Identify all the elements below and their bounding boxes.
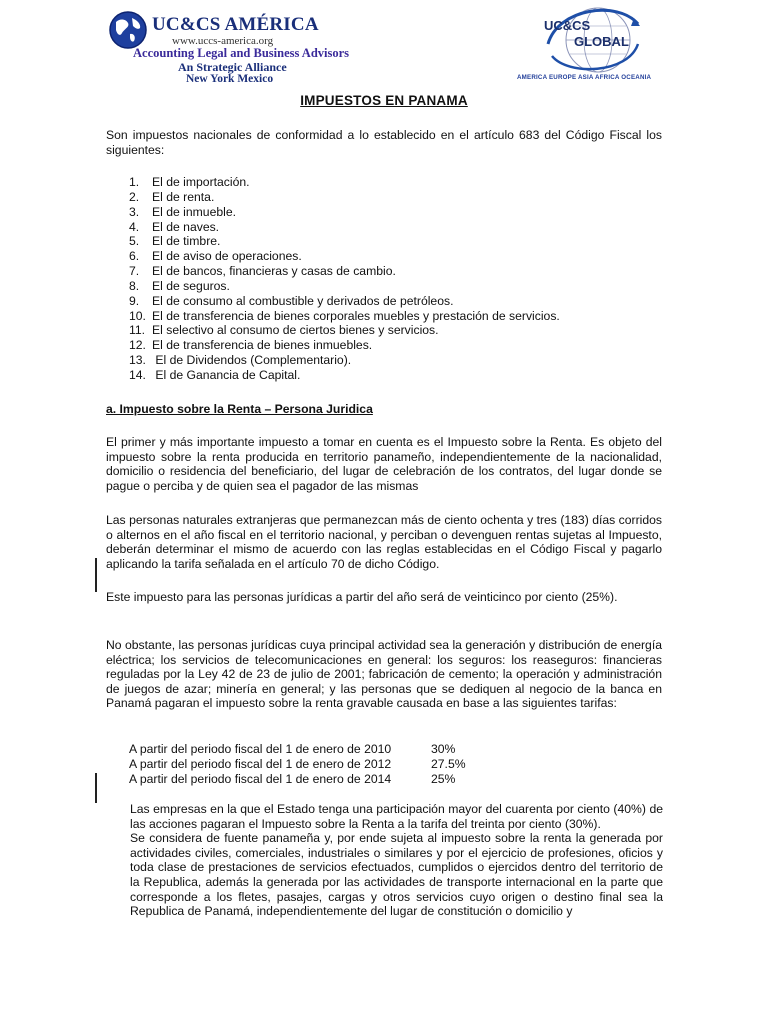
rate-row: A partir del periodo fiscal del 1 de enero de 2010 30% — [129, 742, 456, 756]
global-regions: AMERICA EUROPE ASIA AFRICA OCEANIA — [517, 74, 652, 81]
list-item: 9. El de consumo al combustible y derivados de petróleos. — [129, 293, 454, 308]
tax-rates-table — [129, 742, 466, 786]
rate-row: A partir del periodo fiscal del 1 de enero de 2012 27.5% — [129, 756, 466, 771]
list-item: 13. El de Dividendos (Complementario). — [129, 353, 352, 368]
global-logo-text-1: UC&CS — [544, 18, 591, 33]
list-item: 3. El de inmueble. — [129, 204, 237, 219]
paragraph-3: Este impuesto para las personas jurídicas a partir del año será de veinticinco por ciento (25%). — [106, 590, 618, 604]
uccs-global-logo — [512, 4, 672, 86]
revision-bar — [95, 558, 97, 592]
company-tagline: Accounting Legal and Business Advisors — [133, 46, 350, 60]
section-heading: a. Impuesto sobre la Renta – Persona Juridica — [106, 402, 373, 416]
paragraph-5: Las empresas en la que el Estado tenga una participación mayor del cuarenta por ciento (40%) de las acciones pagaran el Impuesto sobre la Renta a la tarifa del treinta por ciento (30%). Se considera de fuente panameña y, por ende sujeta al impuesto sobre la renta la generada por actividades civiles, comerciales, industriales o similares y por el ejercicio de profesiones, oficios y toda clase de prestaciones de servicios efectuados, cumplidos o ejercidos dentro del territorio de la Republica, además la generada por las actividades de transporte internacional en la parte que corresponde a los fletes, pasajes, cargas y otros servicios cuyo origen o destino final sea la Republica de Panamá, independientemente del lugar de constitución o domicilio y — [130, 802, 663, 919]
list-item: 14. El de Ganancia de Capital. — [129, 367, 301, 382]
company-name: UC&CS AMÉRICA — [152, 14, 319, 35]
paragraph-4: No obstante, las personas jurídicas cuya principal actividad sea la generación y distribución de energía eléctrica; los servicios de telecomunicaciones en general: los seguros: los reaseguros: financieras reguladas por la Ley 42 de 23 de julio de 2001; fabricación de cemento; la operación y administración de juegos de azar; minería en general; y las personas que se dediquen al negocio de la banca en Panamá pagaran el impuesto sobre la renta gravable causada en base a las siguientes tarifas: — [106, 638, 662, 711]
revision-bar — [95, 773, 97, 803]
rate-row: A partir del periodo fiscal del 1 de enero de 2014 25% — [129, 771, 456, 786]
list-item: 2. El de renta. — [129, 189, 215, 204]
company-locations: New York Mexico — [186, 73, 274, 85]
company-url: www.uccs-america.org — [172, 35, 274, 47]
list-item: 12. El de transferencia de bienes inmuebles. — [129, 338, 373, 353]
list-item: 8. El de seguros. — [129, 278, 230, 293]
paragraph-1: El primer y más importante impuesto a tomar en cuenta es el Impuesto sobre la Renta. Es objeto del impuesto sobre la renta producida en territorio panameño, independientemente de la nacionalidad, domicilio o residencia del beneficiario, del lugar de celebración de los contratos, del lugar donde se pague o perciba y de quien sea el pagador de las mismas — [106, 435, 662, 493]
document-title: IMPUESTOS EN PANAMA — [300, 93, 468, 108]
list-item: 1. El de importación. — [129, 175, 250, 189]
list-item: 7. El de bancos, financieras y casas de cambio. — [129, 264, 396, 279]
uccs-america-logo — [108, 10, 350, 85]
list-item: 4. El de naves. — [129, 219, 220, 234]
list-item: 5. El de timbre. — [129, 234, 221, 249]
list-item: 11. El selectivo al consumo de ciertos bienes y servicios. — [129, 323, 439, 338]
list-item: 10. El de transferencia de bienes corporales muebles y prestación de servicios. — [129, 308, 560, 323]
intro-text: Son impuestos nacionales de conformidad a lo establecido en el artículo 683 del Código Fiscal los siguientes: — [106, 128, 662, 157]
intro-paragraph — [106, 128, 662, 157]
tax-list — [129, 175, 560, 383]
paragraph-2: Las personas naturales extranjeras que permanezcan más de ciento ochenta y tres (183) días corridos o alternos en el año fiscal en el territorio nacional, y perciban o devenguen rentas sujetas al Impuesto, deberán determinar el mismo de acuerdo con las reglas establecidas en el Código Fiscal y pagarlo aplicando la tarifa señalada en el artículo 70 de dicho Código. — [106, 513, 662, 571]
global-logo-text-2: GLOBAL — [574, 34, 629, 49]
company-alliance: An Strategic Alliance — [178, 60, 287, 74]
list-item: 6. El de aviso de operaciones. — [129, 249, 302, 264]
globe-icon — [108, 10, 148, 50]
